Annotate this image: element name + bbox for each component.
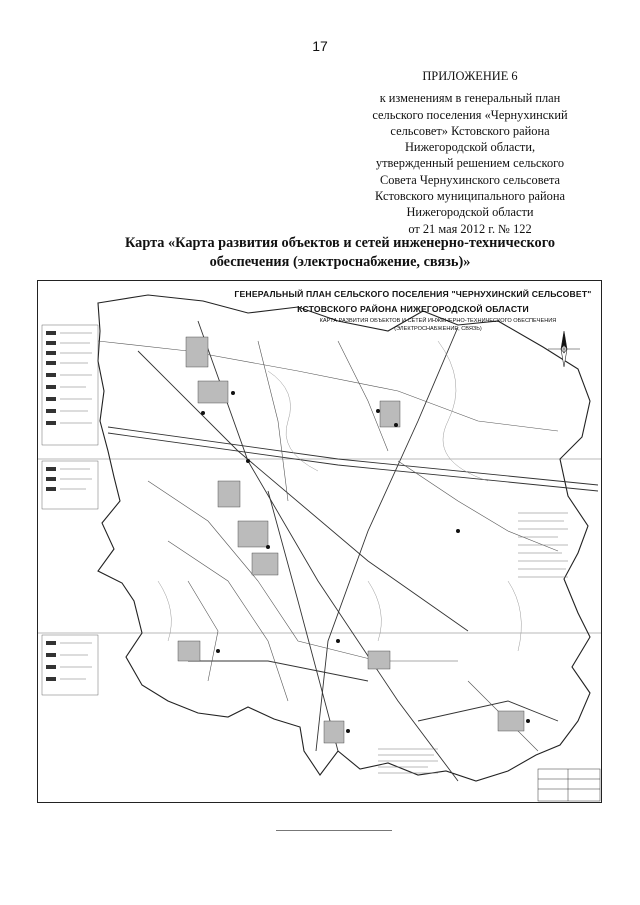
annex-line: к изменениям в генеральный план — [379, 91, 561, 106]
legend-swatches — [46, 331, 56, 681]
title-block-stamp — [538, 769, 600, 801]
annex-title: ПРИЛОЖЕНИЕ 6 — [422, 69, 518, 83]
infrastructure-points — [201, 391, 530, 733]
map-subtitle — [278, 317, 598, 333]
power-lines — [108, 321, 598, 781]
map-caption-line: обеспечения (электроснабжение, связь)» — [209, 254, 471, 270]
map-notes-bottom — [378, 749, 438, 773]
map-caption — [60, 234, 620, 272]
annex-line: Нижегородской области — [406, 205, 534, 220]
annex-line: Нижегородской области, — [404, 140, 536, 155]
annex-line: сельсовет» Кстовского района — [390, 123, 550, 138]
annex-line: сельского поселения «Чернухинский — [372, 107, 568, 122]
map-subtitle-line: КАРТА РАЗВИТИЯ ОБЪЕКТОВ И СЕТЕЙ ИНЖЕНЕРНО-ТЕХНИЧЕСКОГО ОБЕСПЕЧЕНИЯ — [319, 318, 557, 324]
map-title-line: ГЕНЕРАЛЬНЫЙ ПЛАН СЕЛЬСКОГО ПОСЕЛЕНИЯ "ЧЕРНУХИНСКИЙ СЕЛЬСОВЕТ" — [234, 289, 592, 299]
legend-text-lines — [60, 333, 92, 679]
map-subtitle-line: (ЭЛЕКТРОСНАБЖЕНИЕ, СВЯЗЬ) — [394, 326, 482, 332]
map-image — [37, 280, 602, 803]
page-number: 17 — [312, 38, 328, 54]
settlement-blocks — [178, 337, 524, 743]
annex-line: утвержденный решением сельского — [375, 156, 565, 171]
map-legend-left — [42, 325, 98, 695]
annex-line: от 21 мая 2012 г. № 122 — [408, 221, 532, 236]
annex-line: Кстовского муниципального района — [374, 189, 565, 204]
annex-line: Совета Чернухинского сельсовета — [379, 172, 561, 187]
annex-block — [350, 68, 590, 237]
map-legend-right — [518, 513, 568, 577]
map-title — [228, 287, 598, 317]
map-drawing — [38, 281, 602, 803]
roads — [98, 341, 558, 751]
footer-divider — [276, 830, 392, 831]
map-title-line: КСТОВСКОГО РАЙОНА НИЖЕГОРОДСКОЙ ОБЛАСТИ — [297, 304, 529, 314]
settlement-boundary — [98, 295, 590, 781]
map-caption-line: Карта «Карта развития объектов и сетей инженерно-технического — [125, 235, 555, 251]
compass-rose-icon — [548, 331, 580, 367]
